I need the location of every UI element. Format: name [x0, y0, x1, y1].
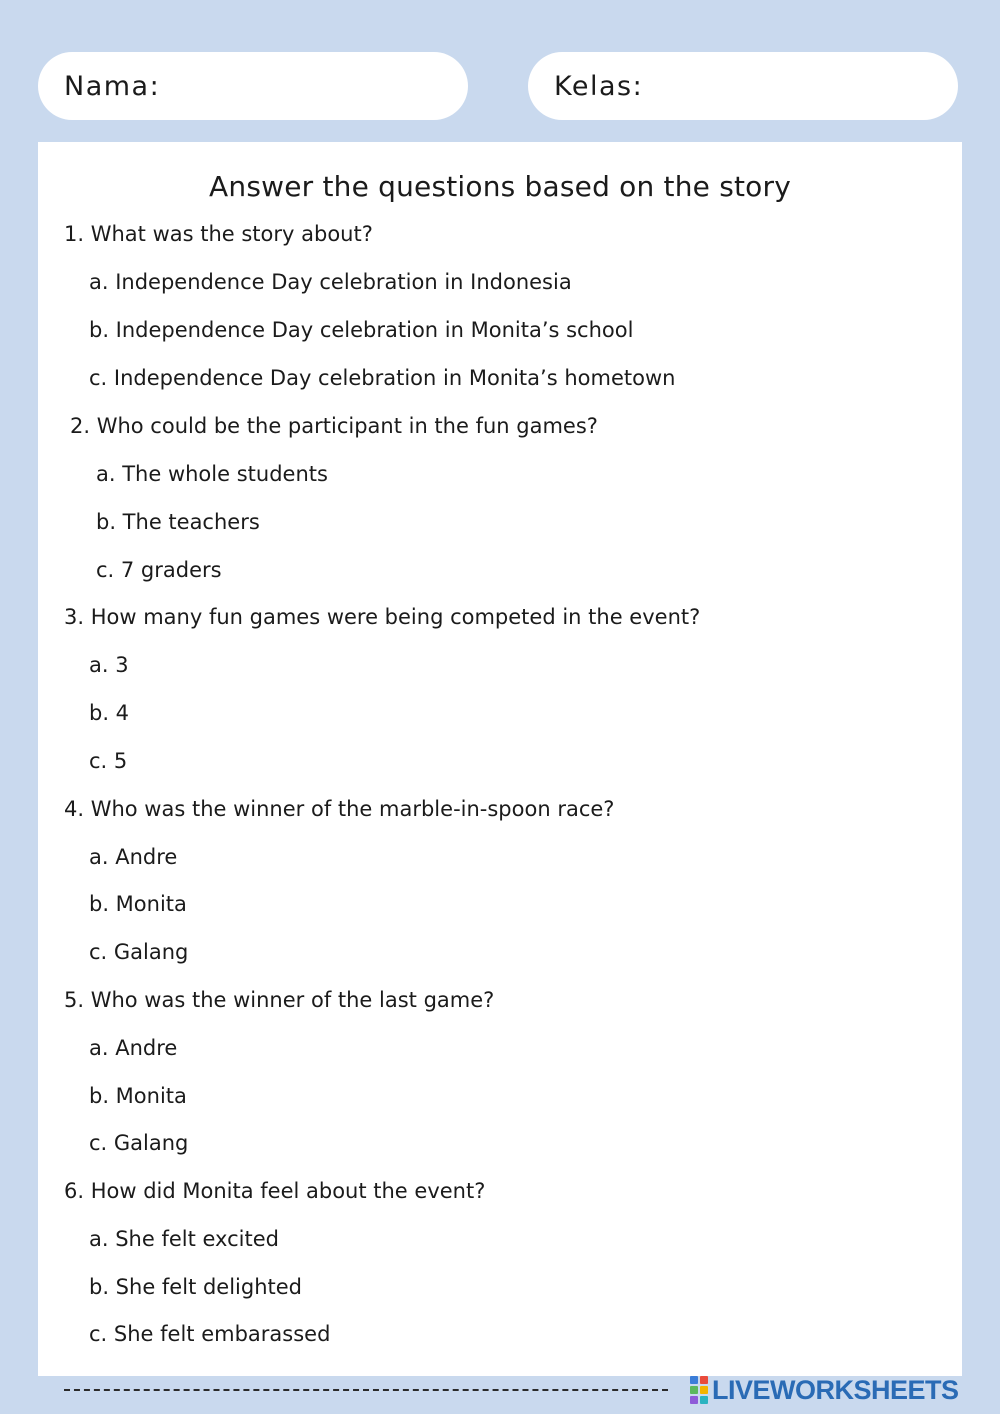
class-field[interactable] [528, 52, 958, 120]
question-4: 4. Who was the winner of the marble-in-spoon race? [64, 797, 615, 821]
question-5: 5. Who was the winner of the last game? [64, 988, 495, 1012]
q3-option-b[interactable]: b. 4 [89, 701, 130, 725]
name-field[interactable] [38, 52, 468, 120]
question-3: 3. How many fun games were being competed in the event? [64, 605, 701, 629]
question-2: 2. Who could be the participant in the fun games? [70, 414, 598, 438]
liveworksheets-logo-icon [690, 1376, 708, 1404]
footer-dashed-rule [64, 1389, 668, 1391]
q3-option-c[interactable]: c. 5 [89, 749, 128, 773]
q5-option-c[interactable]: c. Galang [89, 1131, 189, 1155]
q5-option-a[interactable]: a. Andre [89, 1036, 178, 1060]
q4-option-c[interactable]: c. Galang [89, 940, 189, 964]
liveworksheets-logo [690, 1374, 959, 1406]
q4-option-b[interactable]: b. Monita [89, 892, 187, 916]
q1-option-a[interactable]: a. Independence Day celebration in Indonesia [89, 270, 572, 294]
class-label: Kelas: [554, 70, 644, 102]
q2-option-c[interactable]: c. 7 graders [96, 558, 222, 582]
q5-option-b[interactable]: b. Monita [89, 1084, 187, 1108]
q6-option-a[interactable]: a. She felt excited [89, 1227, 279, 1251]
q1-option-b[interactable]: b. Independence Day celebration in Monita’s school [89, 318, 634, 342]
q6-option-c[interactable]: c. She felt embarassed [89, 1322, 331, 1346]
question-1: 1. What was the story about? [64, 222, 373, 246]
q1-option-c[interactable]: c. Independence Day celebration in Monita’s hometown [89, 366, 676, 390]
q2-option-b[interactable]: b. The teachers [96, 510, 260, 534]
worksheet-title: Answer the questions based on the story [209, 170, 791, 203]
q4-option-a[interactable]: a. Andre [89, 845, 178, 869]
name-label: Nama: [64, 70, 161, 102]
q3-option-a[interactable]: a. 3 [89, 653, 129, 677]
question-6: 6. How did Monita feel about the event? [64, 1179, 486, 1203]
liveworksheets-logo-text: LIVEWORKSHEETS [712, 1374, 959, 1405]
q2-option-a[interactable]: a. The whole students [96, 462, 328, 486]
q6-option-b[interactable]: b. She felt delighted [89, 1275, 303, 1299]
